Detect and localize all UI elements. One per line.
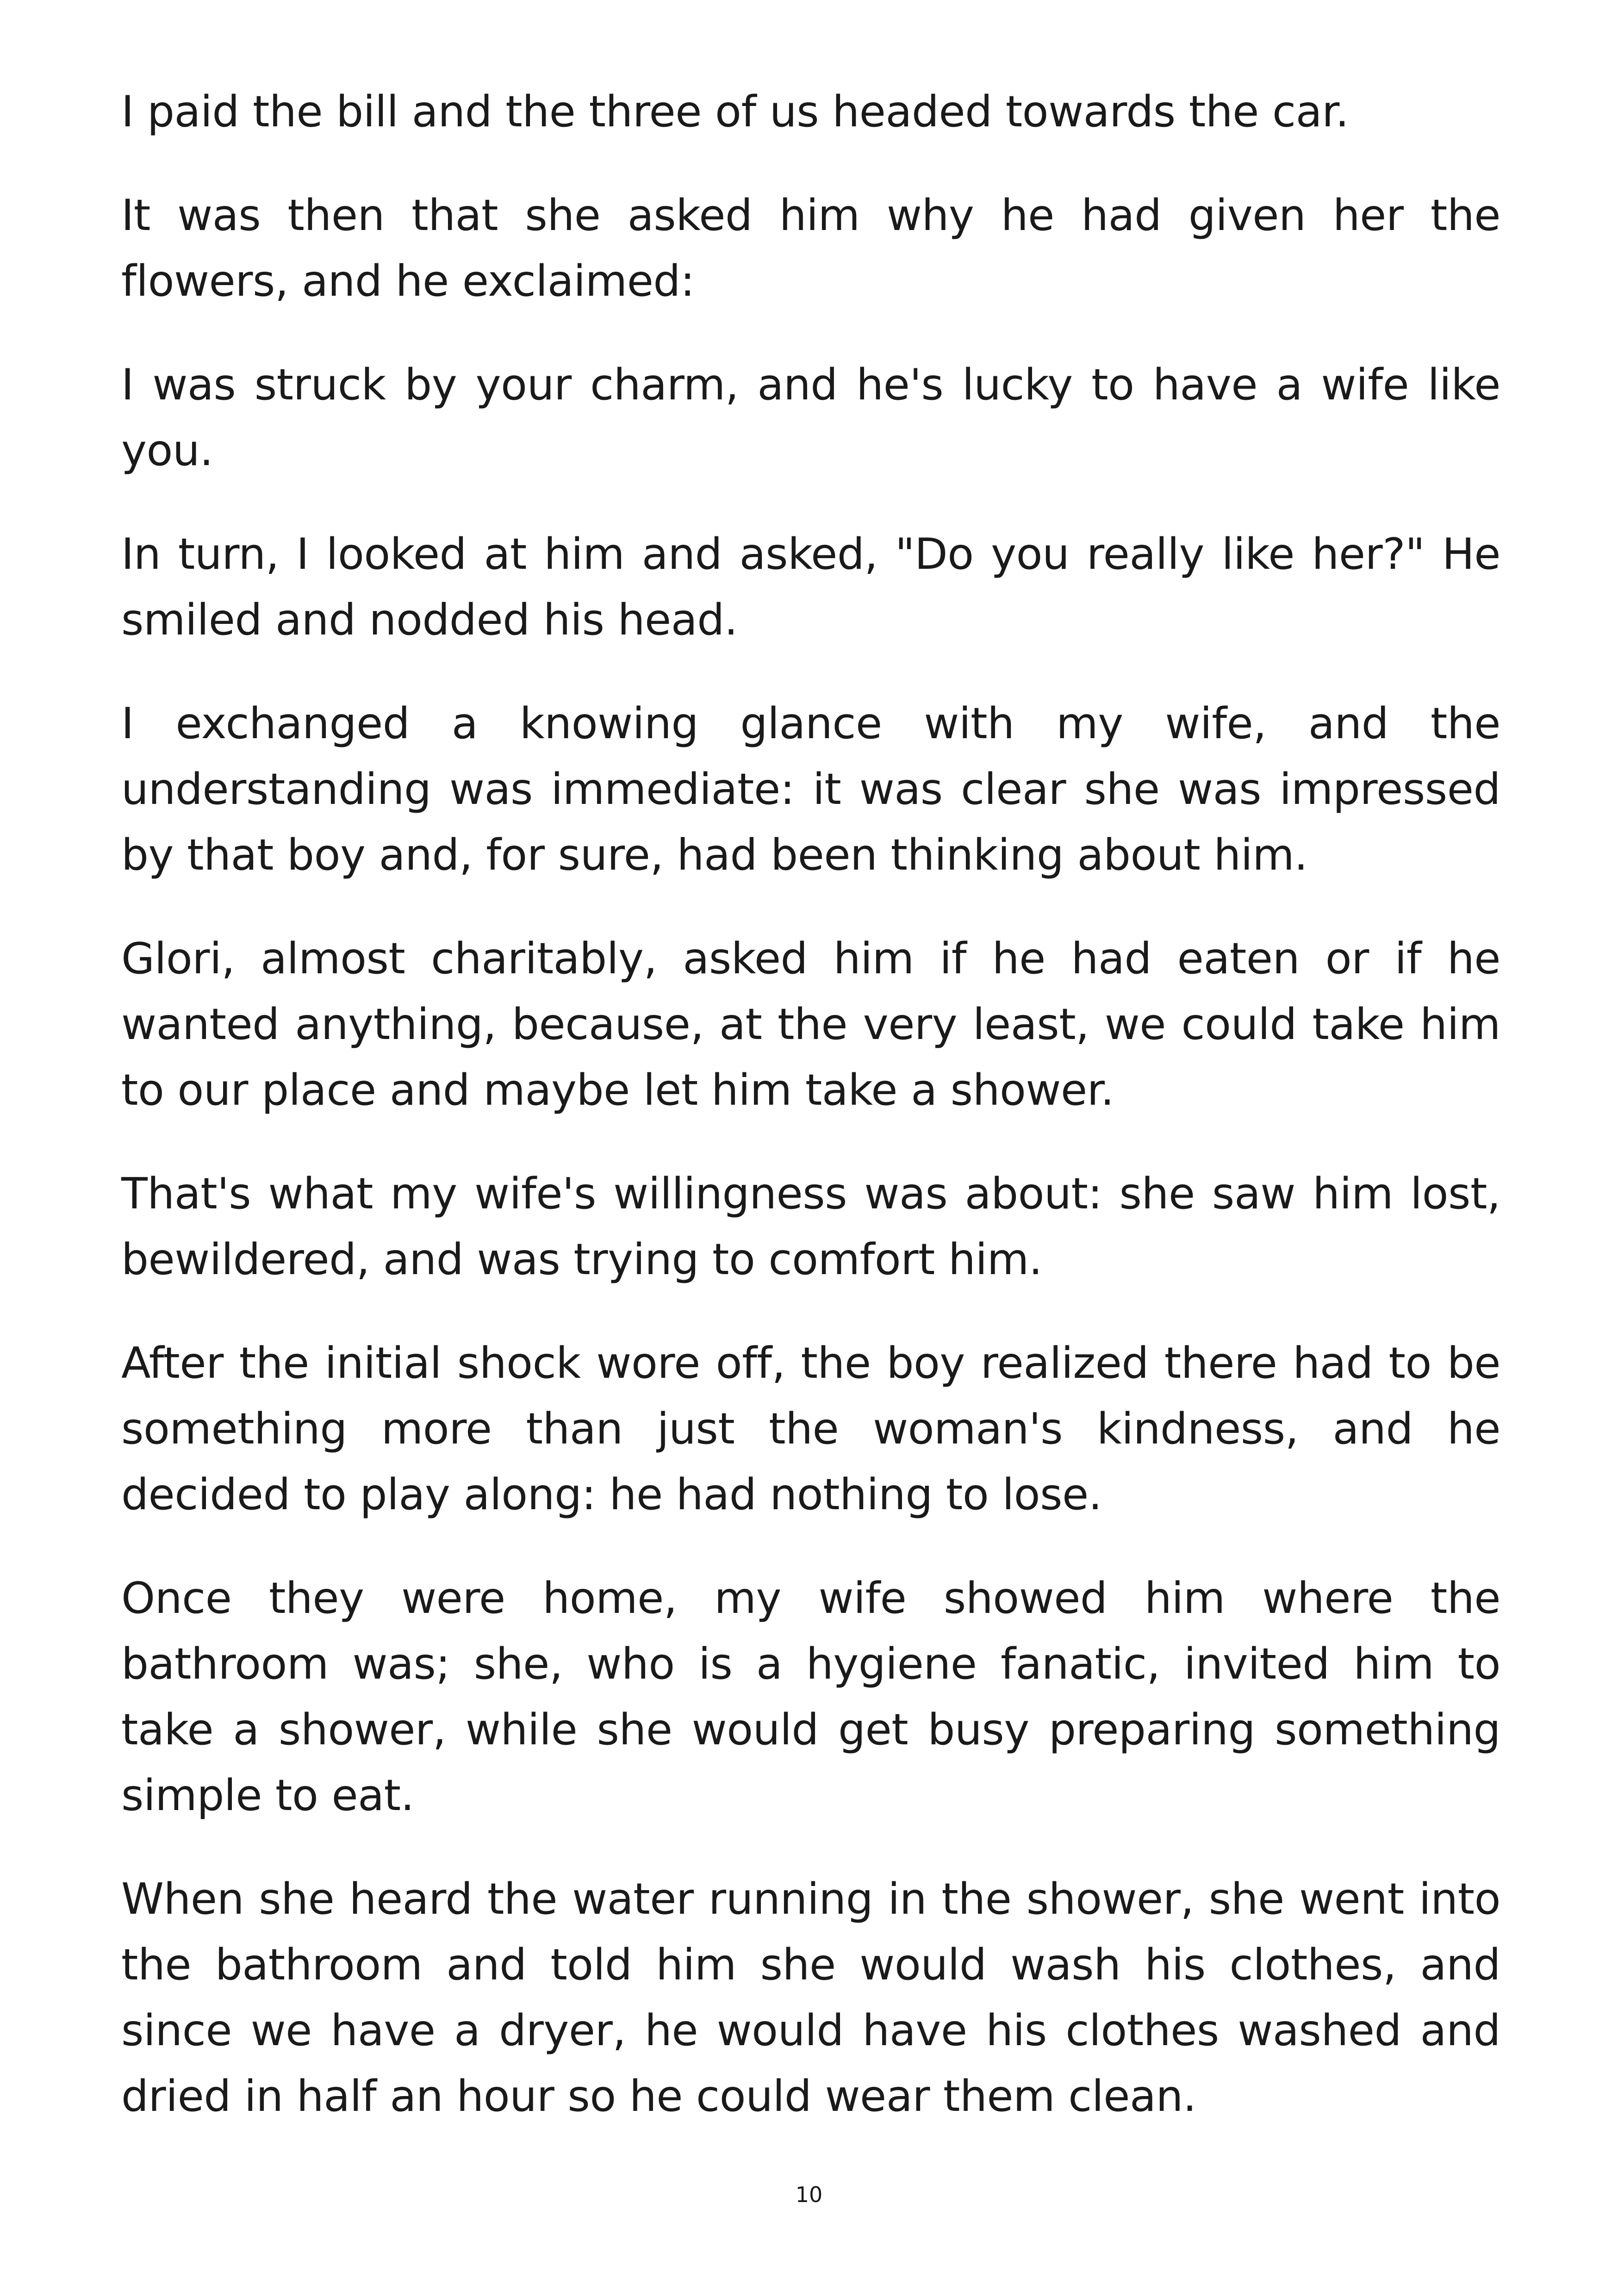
paragraph-9: Once they were home, my wife showed him where the bathroom was; she, who is a hygiene fanatic, invited him to take a shower, while she would get busy preparing something simple to eat. (121, 1573, 1500, 1820)
paragraph-4: In turn, I looked at him and asked, "Do you really like her?" He smiled and nodded his head. (121, 529, 1500, 645)
paragraph-10: When she heard the water running in the shower, she went into the bathroom and told him she would wash his clothes, and since we have a dryer, he would have his clothes washed and dried in half an hour so he could wear them clean. (121, 1874, 1500, 2121)
paragraph-8: After the initial shock wore off, the boy realized there had to be something more than just the woman's kindness, and he decided to play along: he had nothing to lose. (121, 1338, 1500, 1519)
paragraph-7: That's what my wife's willingness was about: she saw him lost, bewildered, and was trying to comfort him. (121, 1169, 1500, 1284)
paragraph-5: I exchanged a knowing glance with my wife, and the understanding was immediate: it was clear she was impressed by that boy and, for sure, had been thinking about him. (121, 698, 1500, 880)
paragraph-3: I was struck by your charm, and he's lucky to have a wife like you. (121, 360, 1500, 475)
body-text (121, 79, 1500, 2167)
paragraph-2: It was then that she asked him why he had given her the flowers, and he exclaimed: (121, 190, 1500, 306)
paragraph-1: I paid the bill and the three of us headed towards the car. (121, 87, 1349, 137)
page-number: 10 (795, 2182, 823, 2207)
paragraph-6: Glori, almost charitably, asked him if he had eaten or if he wanted anything, because, at the very least, we could take him to our place and maybe let him take a shower. (121, 933, 1500, 1115)
